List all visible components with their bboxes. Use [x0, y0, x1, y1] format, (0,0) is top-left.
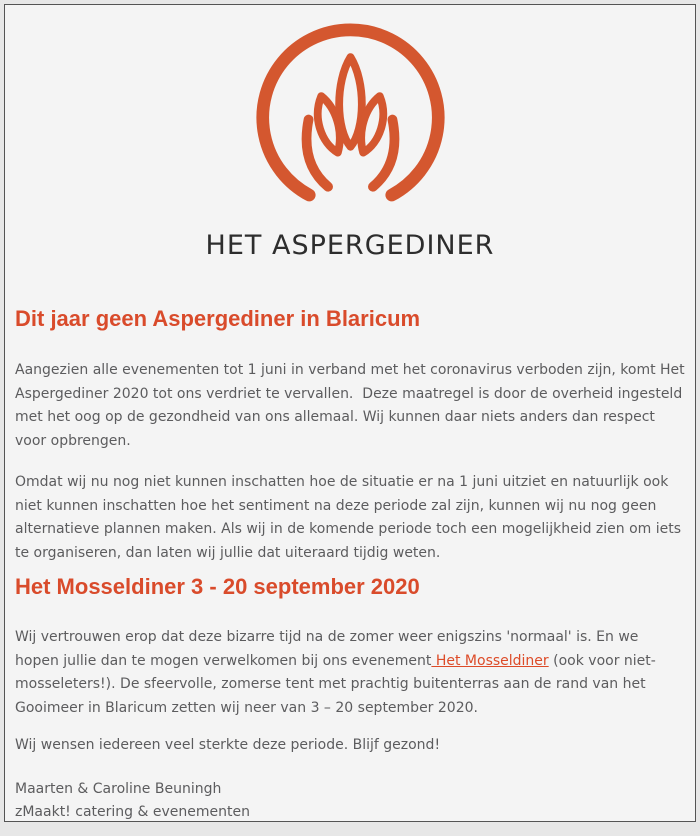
- brand-name: HET ASPERGEDINER: [205, 230, 495, 261]
- heading-no-aspergediner: Dit jaar geen Aspergediner in Blaricum: [15, 306, 421, 331]
- email-content-frame: [4, 4, 696, 822]
- signature: [15, 778, 685, 823]
- signature-line-1: Maarten & Caroline Beuningh: [15, 780, 222, 797]
- asparagus-logo-icon: [253, 22, 448, 217]
- signature-line-2: zMaakt! catering & evenementen: [15, 803, 250, 820]
- mosseldiner-text-before: Wij vertrouwen erop dat deze bizarre tijd na de zomer weer enigszins 'normaal' is. En we hopen jullie dan te mogen verwelkomen bij ons evenement: [15, 629, 643, 669]
- logo: [15, 22, 685, 262]
- page-background: [0, 4, 700, 836]
- paragraph-no-plans: Omdat wij nu nog niet kunnen inschatten hoe de situatie er na 1 juni uitziet en natuurlijk ook niet kunnen inschatten hoe het sentiment na deze periode zal zijn, kunnen wij nu nog geen alternatieve plannen maken. Als wij in de komende periode toch een mogelijkheid zien om iets te organiseren, dan laten wij jullie dat uiteraard tijdig weten.: [15, 474, 686, 561]
- mosseldiner-text-after: (ook voor niet-mosseleters!). De sfeervolle, zomerse tent met prachtig buitenterras aan de rand van het Gooimeer in Blaricum zetten wij neer van 3 – 20 september 2020.: [15, 652, 656, 716]
- heading-mosseldiner: Het Mosseldiner 3 - 20 september 2020: [15, 574, 420, 599]
- mosseldiner-link[interactable]: Het Mosseldiner: [431, 652, 549, 669]
- paragraph-mosseldiner: [15, 626, 685, 720]
- paragraph-stay-healthy: Wij wensen iedereen veel sterkte deze periode. Blijf gezond!: [15, 737, 441, 753]
- paragraph-cancellation: Aangezien alle evenementen tot 1 juni in verband met het coronavirus verboden zijn, komt Het Aspergediner 2020 tot ons verdriet te vervallen. Deze maatregel is door de overheid ingesteld met het oog op de gezondheid van ons allemaal. Wij kunnen daar niets anders dan respect voor opbrengen.: [15, 362, 690, 449]
